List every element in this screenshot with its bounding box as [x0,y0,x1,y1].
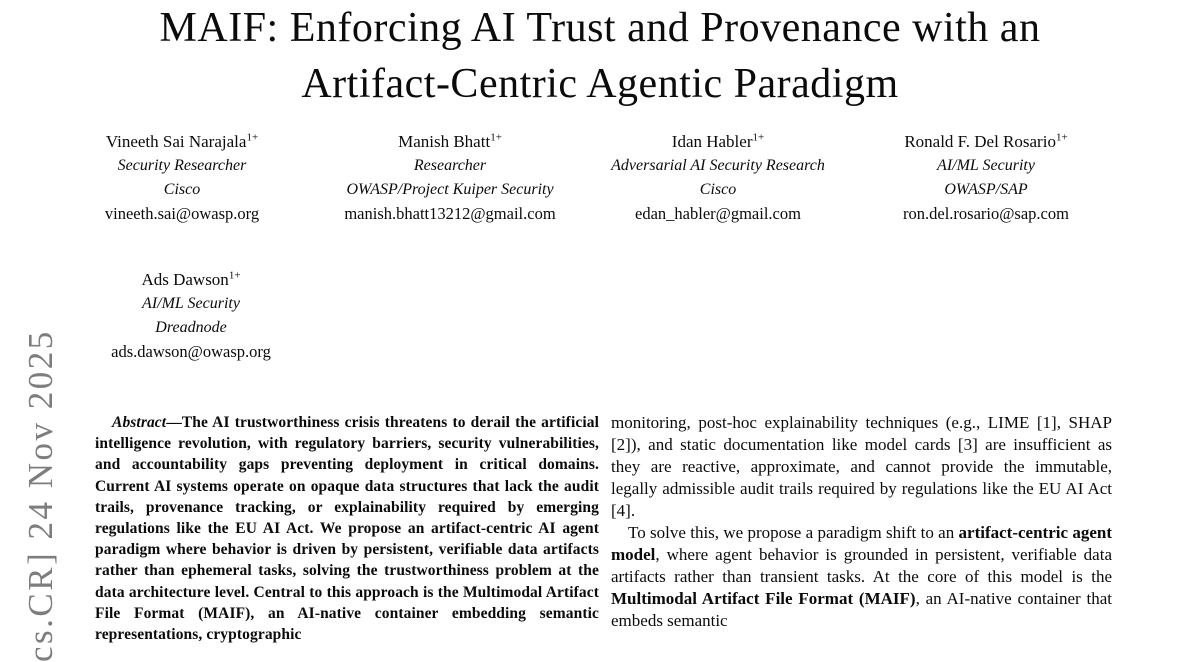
author-footnote-marker: 1+ [228,269,241,282]
arxiv-watermark-text: cs.CR] 24 Nov 2025 [21,329,60,662]
author-affiliation: OWASP/Project Kuiper Security [346,181,554,198]
arxiv-watermark [21,329,61,662]
author-email: vineeth.sai@owasp.org [104,204,260,223]
paper-title-line1: MAIF: Enforcing AI Trust and Provenance with an [159,5,1041,51]
left-column [95,412,599,645]
author-name: Manish Bhatt$^{1+}$ [398,131,502,151]
author-name: Idan Habler$^{1+}$ [671,131,765,151]
author-email: ron.del.rosario@sap.com [903,204,1069,223]
author-email: ads.dawson@owasp.org [111,342,271,361]
abstract-text: —The AI trustworthiness crisis threatens to derail the artificial intelligence revolution, with regulatory barriers, security vulnerabilities, and accountability gaps preventing deployment in critical domains. Current AI systems operate on opaque data structures that lack the audit trails, provenance tracking, or explainability required by emerging regulations like the EU AI Act. We propose an artifact-centric AI agent paradigm where behavior is driven by persistent, verifiable data artifacts rather than ephemeral tasks, solving the trustworthiness problem at the data architecture level. Central to this approach is the Multimodal Artifact File Format (MAIF), an AI-native container embedding semantic representations, cryptographic [95,414,599,644]
paper-title [0,0,1200,112]
author-email: edan_habler@gmail.com [635,204,801,223]
author-role: Researcher [413,157,487,174]
author-footnote-marker: 1+ [1055,131,1068,144]
author-footnote-marker: 1+ [752,131,765,144]
right-column [611,412,1112,632]
author-name: Ads Dawson$^{1+}$ [141,269,241,289]
author-affiliation: Cisco [163,181,201,198]
authors-row-1 [48,130,1120,226]
abstract-paragraph [95,412,599,645]
author-block-idan [584,130,852,226]
author-role: AI/ML Security [937,157,1035,174]
author-role: Adversarial AI Security Research [611,157,825,174]
author-affiliation: OWASP/SAP [944,181,1028,198]
author-block-ads [60,268,322,364]
author-role: AI/ML Security [142,295,240,312]
author-block-vineeth [48,130,316,226]
author-footnote-marker: 1+ [490,131,502,144]
intro-paragraph-1: monitoring, post-hoc explainability techniques (e.g., LIME [1], SHAP [2]), and static documentation like model cards [3] are insufficient as they are reactive, approximate, and cannot provide the immutable, legally admissible audit trails required by regulations like the EU AI Act [4]. [611,413,1112,520]
author-role: Security Researcher [117,157,247,174]
intro-paragraph-2: To solve this, we propose a paradigm shift to an artifact-centric agent model, where agent behavior is grounded in persistent, verifiable data artifacts rather than transient tasks. At the core of this model is the Multimodal Artifact File Format (MAIF), an AI-native container that embeds semantic [611,523,1112,630]
author-block-ronald [852,130,1120,226]
author-block-manish [316,130,584,226]
author-affiliation: Cisco [699,181,737,198]
paper-title-line2: Artifact-Centric Agentic Paradigm [301,61,899,107]
author-affiliation: Dreadnode [155,319,227,336]
abstract-label: Abstract [112,414,167,431]
author-email: manish.bhatt13212@gmail.com [344,204,556,223]
author-name: Ronald F. Del Rosario$^{1+}$ [904,131,1068,151]
author-footnote-marker: 1+ [246,131,259,144]
author-name: Vineeth Sai Narajala$^{1+}$ [105,131,259,151]
